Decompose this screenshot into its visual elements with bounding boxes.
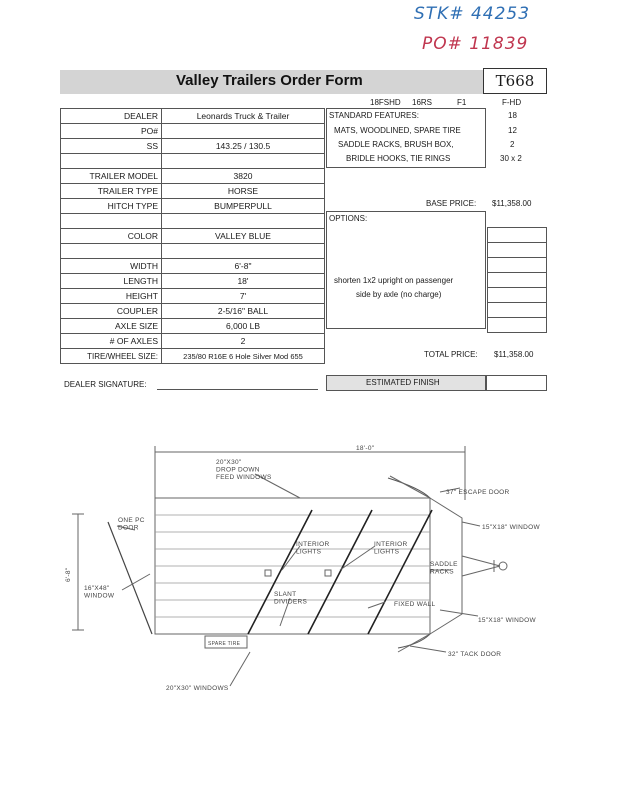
options-price-row xyxy=(488,228,547,243)
field-value: 3820 xyxy=(162,169,325,184)
field-value: 6'-8" xyxy=(162,259,325,274)
label-fixed-wall: FIXED WALL xyxy=(394,601,436,608)
field-value: Leonards Truck & Trailer xyxy=(162,109,325,124)
options-price-cell xyxy=(488,258,547,273)
field-label: AXLE SIZE xyxy=(61,319,162,334)
options-price-cell xyxy=(488,273,547,288)
field-value xyxy=(162,124,325,139)
label-interior-lights: INTERIOR LIGHTS xyxy=(374,541,408,556)
field-label: DEALER xyxy=(61,109,162,124)
model-code-d: F-HD xyxy=(502,98,522,107)
field-value: 6,000 LB xyxy=(162,319,325,334)
field-label: COUPLER xyxy=(61,304,162,319)
label-one-pc-door: ONE PC DOOR xyxy=(118,517,145,532)
standard-feature-line: SADDLE RACKS, BRUSH BOX, xyxy=(338,140,454,149)
field-label: SS xyxy=(61,139,162,154)
field-label: HEIGHT xyxy=(61,289,162,304)
estimated-finish-label: ESTIMATED FINISH xyxy=(366,378,440,387)
options-price-cell xyxy=(488,288,547,303)
label-escape-door: 37" ESCAPE DOOR xyxy=(446,489,510,496)
order-field-row xyxy=(61,304,325,319)
order-field-row xyxy=(61,274,325,289)
options-price-grid xyxy=(487,227,547,333)
field-label: TRAILER MODEL xyxy=(61,169,162,184)
order-field-row xyxy=(61,349,325,364)
rear-door xyxy=(108,522,152,634)
label-slant-dividers: SLANT DIVIDERS xyxy=(274,591,308,606)
options-box xyxy=(326,211,486,329)
feature-value: 12 xyxy=(508,126,517,135)
interior-light-icon xyxy=(325,570,331,576)
field-value xyxy=(162,214,325,229)
base-price-value: $11,358.00 xyxy=(492,199,532,208)
options-price-row xyxy=(488,273,547,288)
options-price-cell xyxy=(488,243,547,258)
model-code-c: F1 xyxy=(457,98,467,107)
field-label: LENGTH xyxy=(61,274,162,289)
options-price-cell xyxy=(488,228,547,243)
model-code-a: 18FSHD xyxy=(370,98,401,107)
options-price-row xyxy=(488,288,547,303)
order-fields-table xyxy=(60,108,325,364)
field-label: COLOR xyxy=(61,229,162,244)
dim-overall-length: 18'-0" xyxy=(356,445,375,452)
standard-feature-line: MATS, WOODLINED, SPARE TIRE xyxy=(334,126,461,135)
order-field-row xyxy=(61,184,325,199)
options-note: shorten 1x2 upright on passenger xyxy=(334,276,454,285)
order-field-row xyxy=(61,334,325,349)
feature-value: 2 xyxy=(510,140,515,149)
order-field-row xyxy=(61,124,325,139)
label-feed-windows: 20"X30" DROP DOWN FEED WINDOWS xyxy=(216,459,272,481)
options-price-row xyxy=(488,318,547,333)
order-field-row xyxy=(61,109,325,124)
label-interior-lights: INTERIOR LIGHTS xyxy=(296,541,330,556)
dim-width: 6'-8" xyxy=(65,567,72,582)
field-value: HORSE xyxy=(162,184,325,199)
label-rear-window: 16"X48" WINDOW xyxy=(84,585,115,600)
order-field-row xyxy=(61,214,325,229)
order-field-row xyxy=(61,244,325,259)
order-field-row xyxy=(61,199,325,214)
field-value: 235/80 R16E 6 Hole Silver Mod 655 xyxy=(162,349,325,364)
field-value: 2 xyxy=(162,334,325,349)
field-label: TRAILER TYPE xyxy=(61,184,162,199)
estimated-finish-value-box xyxy=(486,375,547,391)
total-price-label: TOTAL PRICE: xyxy=(424,350,478,359)
field-label xyxy=(61,154,162,169)
handwritten-stock-number: STK# 44253 xyxy=(414,4,531,24)
label-front-window-2: 15"X18" WINDOW xyxy=(478,617,536,624)
interior-light-icon xyxy=(265,570,271,576)
stock-code-box: T668 xyxy=(483,68,547,94)
order-field-row xyxy=(61,259,325,274)
field-value: 2-5/16" BALL xyxy=(162,304,325,319)
feature-value: 18 xyxy=(508,111,517,120)
label-front-window: 15"X18" WINDOW xyxy=(482,524,540,531)
label-lower-windows: 20"X30" WINDOWS xyxy=(166,685,229,692)
dealer-signature-label: DEALER SIGNATURE: xyxy=(64,380,147,389)
field-label: WIDTH xyxy=(61,259,162,274)
field-label: TIRE/WHEEL SIZE: xyxy=(61,349,162,364)
options-price-cell xyxy=(488,318,547,333)
fixed-wall xyxy=(368,510,432,634)
order-field-row xyxy=(61,139,325,154)
order-field-row xyxy=(61,289,325,304)
order-field-row xyxy=(61,229,325,244)
field-value: VALLEY BLUE xyxy=(162,229,325,244)
field-label xyxy=(61,214,162,229)
standard-feature-line: BRIDLE HOOKS, TIE RINGS xyxy=(346,154,451,163)
label-tack-door: 32" TACK DOOR xyxy=(448,651,502,658)
field-value xyxy=(162,244,325,259)
field-value: 143.25 / 130.5 xyxy=(162,139,325,154)
field-value: 7' xyxy=(162,289,325,304)
field-value xyxy=(162,154,325,169)
options-label: OPTIONS: xyxy=(329,214,368,223)
field-label: HITCH TYPE xyxy=(61,199,162,214)
label-saddle-racks: SADDLE RACKS xyxy=(430,561,458,576)
options-price-row xyxy=(488,258,547,273)
base-price-label: BASE PRICE: xyxy=(426,199,477,208)
trailer-floor-plan xyxy=(0,430,618,730)
dealer-signature-line xyxy=(157,389,318,390)
order-field-row xyxy=(61,319,325,334)
field-label: PO# xyxy=(61,124,162,139)
total-price-value: $11,358.00 xyxy=(494,350,534,359)
coupler-icon xyxy=(499,562,507,570)
field-label: # OF AXLES xyxy=(61,334,162,349)
model-code-b: 16RS xyxy=(412,98,433,107)
slant-divider xyxy=(248,510,312,634)
slant-divider xyxy=(308,510,372,634)
handwritten-po-number: PO# 11839 xyxy=(422,34,529,54)
options-note: side by axle (no charge) xyxy=(356,290,442,299)
options-price-row xyxy=(488,243,547,258)
feature-value: 30 x 2 xyxy=(500,154,522,163)
form-title: Valley Trailers Order Form xyxy=(176,72,363,89)
field-label xyxy=(61,244,162,259)
order-field-row xyxy=(61,169,325,184)
order-field-row xyxy=(61,154,325,169)
label-spare-tire: SPARE TIRE xyxy=(208,641,241,647)
standard-features-label: STANDARD FEATURES: xyxy=(329,111,419,120)
options-price-cell xyxy=(488,303,547,318)
field-value: BUMPERPULL xyxy=(162,199,325,214)
field-value: 18' xyxy=(162,274,325,289)
options-price-row xyxy=(488,303,547,318)
